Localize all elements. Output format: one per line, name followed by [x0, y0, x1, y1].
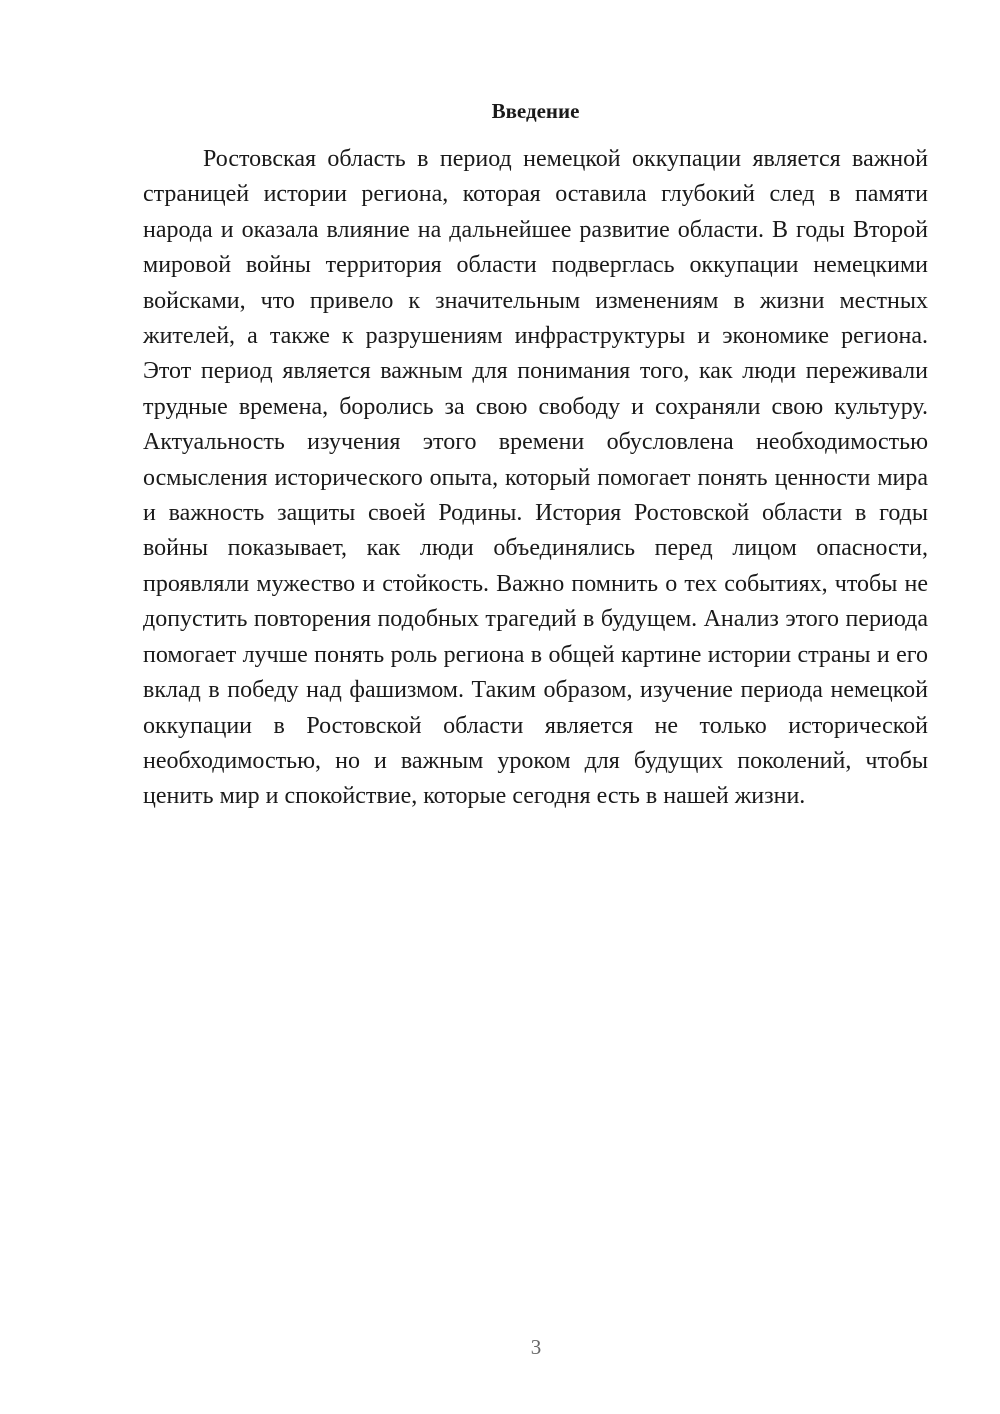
section-title: Введение: [491, 99, 580, 123]
page-number: 3: [530, 1335, 542, 1359]
introduction-paragraph: Ростовская область в период немецкой оккупации является важной страницей истории региона, которая оставила глубокий след в памяти народа и оказала влияние на дальнейшее развитие области. В годы Второй мировой войны территория области подверглась оккупации немецкими войсками, что привело к значительным изменениям в жизни местных жителей, а также к разрушениям инфраструктуры и экономике региона. Этот период является важным для понимания того, как люди переживали трудные времена, боролись за свою свободу и сохраняли свою культуру. Актуальность изучения этого времени обусловлена необходимостью осмысления исторического опыта, который помогает понять ценности мира и важность защиты своей Родины. История Ростовской области в годы войны показывает, как люди объединялись перед лицом опасности, проявляли мужество и стойкость. Важно помнить о тех событиях, чтобы не допустить повторения подобных трагедий в будущем. Анализ этого периода помогает лучше понять роль региона в общей картине истории страны и его вклад в победу над фашизмом. Таким образом, изучение периода немецкой оккупации в Ростовской области является не только исторической необходимостью, но и важным уроком для будущих поколений, чтобы ценить мир и спокойствие, которые сегодня есть в нашей жизни.: [143, 146, 928, 810]
